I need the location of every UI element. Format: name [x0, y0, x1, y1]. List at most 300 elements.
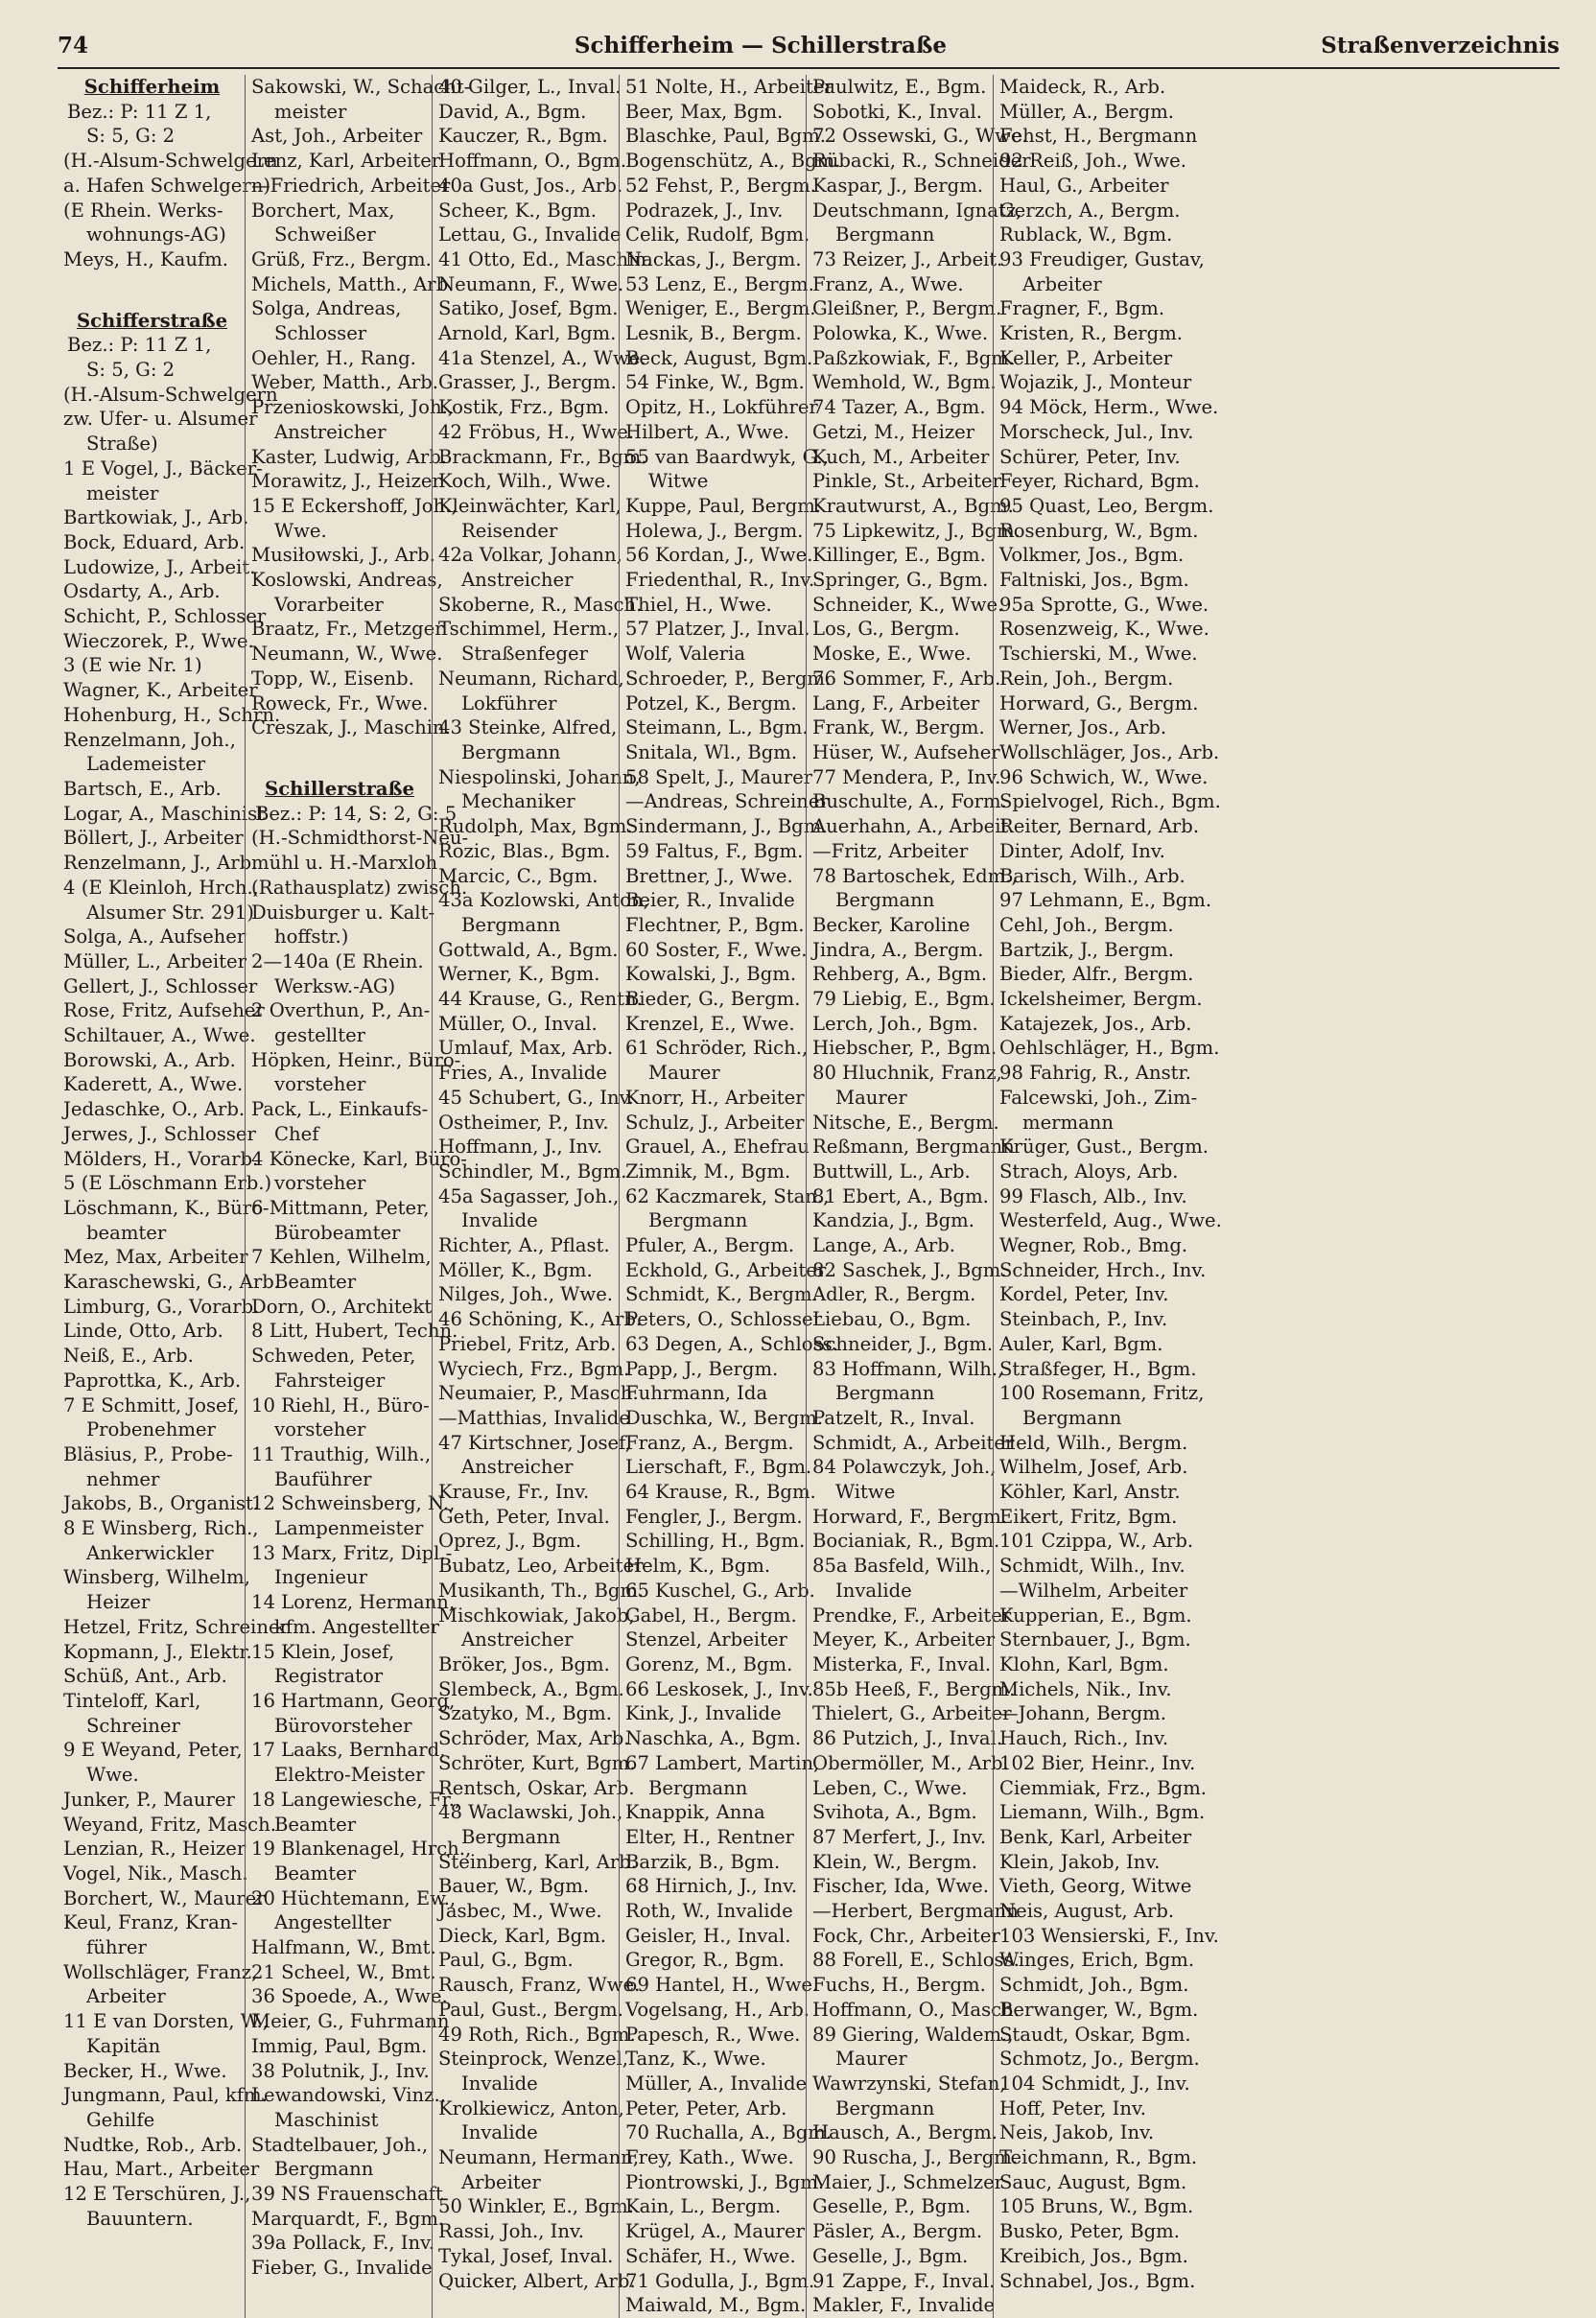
directory-entry: Kopmann, J., Elektr.: [63, 1640, 252, 1663]
directory-entry: Fragner, F., Bgm.: [999, 297, 1165, 320]
directory-entry: Schneider, K., Wwe.: [812, 593, 1004, 616]
directory-entry: Pfuler, A., Bergm.: [625, 1234, 795, 1257]
directory-entry: 72 Ossewski, G., Wwe.: [812, 125, 1028, 148]
directory-entry: Rehberg, A., Bgm.: [812, 963, 988, 986]
entry-continuation: Lademeister: [86, 753, 206, 776]
directory-entry: 42a Volkar, Johann,: [438, 544, 622, 567]
directory-entry: Marquardt, F., Bgm.: [251, 2207, 445, 2230]
directory-entry: Horward, G., Bergm.: [999, 691, 1199, 714]
entry-continuation: Ingenieur: [274, 1566, 367, 1589]
directory-entry: Hoffmann, O., Bgm.: [438, 150, 627, 173]
directory-entry: Hiebscher, P., Bgm.: [812, 1037, 998, 1060]
directory-entry: Franz, A., Wwe.: [812, 272, 964, 295]
directory-entry: 96 Schwich, W., Wwe.: [999, 765, 1209, 788]
directory-entry: Flechtner, P., Bgm.: [625, 913, 805, 936]
directory-entry: Müller, L., Arbeiter: [63, 949, 246, 972]
directory-entry: Schröder, Max, Arb.: [438, 1727, 630, 1750]
entry-continuation: Bergmann: [835, 889, 935, 912]
directory-entry: Moske, E., Wwe.: [812, 643, 972, 666]
entry-continuation: Wwe.: [86, 1764, 139, 1787]
directory-entry: Bubatz, Leo, Arbeiter: [438, 1555, 644, 1578]
directory-entry: Tschierski, M., Wwe.: [999, 643, 1198, 666]
directory-entry: Franz, A., Bergm.: [625, 1431, 794, 1454]
entry-continuation: hoffstr.): [274, 925, 349, 948]
directory-entry: Berwanger, W., Bgm.: [999, 1998, 1199, 2021]
entry-continuation: Anstreicher: [461, 1456, 574, 1479]
entry-continuation: Bauuntern.: [86, 2207, 194, 2230]
directory-entry: 88 Forell, E., Schloss.: [812, 1949, 1020, 1972]
directory-entry: Fieber, G., Invalide: [251, 2257, 433, 2280]
directory-entry: Beck, August, Bgm.: [625, 346, 813, 369]
directory-entry: Junker, P., Maurer: [63, 1788, 235, 1811]
directory-entry: Bieder, G., Bergm.: [625, 988, 801, 1011]
directory-entry: 48 Waclawski, Joh.,: [438, 1801, 623, 1824]
directory-entry: Fuhrmann, Ida: [625, 1382, 768, 1405]
directory-entry: Polowka, K., Wwe.: [812, 322, 989, 345]
directory-entry: Feyer, Richard, Bgm.: [999, 470, 1200, 493]
directory-entry: Elter, H., Rentner: [625, 1825, 794, 1848]
directory-entry: Mölders, H., Vorarb.: [63, 1147, 259, 1170]
directory-column-6: [993, 75, 1222, 2318]
directory-entry: Wollschläger, Franz,: [63, 1960, 258, 1983]
directory-entry: Falcewski, Joh., Zim-: [999, 1086, 1198, 1109]
entry-continuation: Chef: [274, 1122, 319, 1145]
directory-entry: 20 Hüchtemann, Ew.,: [251, 1886, 457, 1909]
directory-entry: Hausch, A., Bergm.: [812, 2121, 998, 2144]
directory-entry: Rentsch, Oskar, Arb.: [438, 1776, 635, 1799]
directory-entry: Wojazik, J., Monteur: [999, 371, 1192, 394]
directory-entry: Przenioskowski, Joh.,: [251, 396, 455, 419]
directory-entry: Braatz, Fr., Metzger: [251, 618, 444, 641]
directory-entry: Deutschmann, Ignatz,: [812, 199, 1022, 222]
directory-entry: 9 E Weyand, Peter,: [63, 1739, 243, 1762]
directory-entry: 65 Kuschel, G., Arb.: [625, 1579, 815, 1602]
directory-entry: Thiel, H., Wwe.: [625, 593, 772, 616]
entry-continuation: Angestellter: [274, 1911, 391, 1934]
directory-entry: Peters, O., Schlosser: [625, 1308, 822, 1331]
directory-entry: Rassi, Joh., Inv.: [438, 2220, 585, 2243]
directory-entry: Halfmann, W., Bmt.: [251, 1936, 436, 1959]
street-heading: Schifferstraße: [76, 309, 228, 332]
directory-entry: Müller, A., Invalide: [625, 2072, 808, 2095]
directory-entry: Immig, Paul, Bgm.: [251, 2034, 428, 2057]
directory-entry: Werner, K., Bgm.: [438, 963, 600, 986]
directory-entry: Fehst, H., Bergmann: [999, 125, 1198, 148]
directory-entry: Geselle, J., Bgm.: [812, 2244, 969, 2267]
directory-entry: Quicker, Albert, Arb.: [438, 2269, 636, 2292]
entry-continuation: Anstreicher: [274, 420, 387, 443]
directory-entry: 50 Winkler, E., Bgm.: [438, 2195, 634, 2218]
directory-entry: Schicht, P., Schlosser: [63, 605, 267, 628]
entry-continuation: Maurer: [835, 2048, 907, 2071]
directory-entry: 63 Degen, A., Schloss.: [625, 1332, 838, 1355]
directory-entry: 100 Rosemann, Fritz,: [999, 1382, 1205, 1405]
directory-entry: Hohenburg, H., Schrn.: [63, 703, 281, 726]
directory-entry: Musiłowski, J., Arb.: [251, 544, 435, 567]
directory-entry: Hetzel, Fritz, Schreiner: [63, 1615, 289, 1638]
directory-entry: Schweden, Peter,: [251, 1345, 416, 1368]
directory-entry: 99 Flasch, Alb., Inv.: [999, 1184, 1187, 1207]
directory-entry: Musikanth, Th., Bgm.: [438, 1579, 645, 1602]
directory-entry: Jungmann, Paul, kfm.: [63, 2084, 268, 2107]
directory-entry: Schmidt, Wilh., Inv.: [999, 1555, 1185, 1578]
directory-entry: Werner, Jos., Arb.: [999, 716, 1167, 739]
entry-continuation: Wwe.: [274, 519, 327, 542]
directory-entry: 91 Zappe, F., Inval.: [812, 2269, 996, 2292]
directory-entry: zw. Ufer- u. Alsumer: [63, 408, 258, 431]
directory-entry: 90 Ruscha, J., Bergm.: [812, 2146, 1019, 2169]
directory-entry: Bock, Eduard, Arb.: [63, 530, 246, 553]
directory-entry: Gorenz, M., Bgm.: [625, 1653, 793, 1675]
directory-entry: Maideck, R., Arb.: [999, 76, 1166, 98]
directory-entry: Helm, K., Bgm.: [625, 1555, 771, 1578]
directory-columns: [58, 75, 1560, 2318]
directory-entry: Celik, Rudolf, Bgm.: [625, 223, 810, 246]
directory-entry: Gerzch, A., Bergm.: [999, 199, 1181, 222]
directory-column-2: [245, 75, 472, 2318]
directory-entry: Schäfer, H., Wwe.: [625, 2244, 796, 2267]
directory-entry: Buschulte, A., Form.: [812, 790, 1007, 813]
directory-entry: Schneider, Hrch., Inv.: [999, 1258, 1207, 1281]
directory-entry: Bartkowiak, J., Arb.: [63, 506, 249, 529]
directory-entry: 105 Bruns, W., Bgm.: [999, 2195, 1194, 2218]
header-rule: [58, 67, 1560, 69]
directory-column-3: [432, 75, 653, 2318]
entry-continuation: Lampenmeister: [274, 1517, 424, 1540]
directory-entry: Schröter, Kurt, Bgm.: [438, 1751, 636, 1774]
directory-entry: Wagner, K., Arbeiter: [63, 679, 258, 702]
entry-continuation: Werksw.-AG): [274, 974, 396, 997]
entry-continuation: vorsteher: [274, 1172, 366, 1195]
directory-entry: 69 Hantel, H., Wwe.: [625, 1974, 819, 1997]
directory-entry: 18 Langewiesche, Fr.,: [251, 1788, 461, 1811]
entry-continuation: Beamter: [274, 1861, 357, 1885]
directory-entry: Szatyko, M., Bgm.: [438, 1702, 612, 1725]
directory-entry: Lesnik, B., Bergm.: [625, 322, 802, 345]
directory-entry: Mez, Max, Arbeiter: [63, 1246, 248, 1269]
directory-entry: 68 Hirnich, J., Inv.: [625, 1875, 798, 1898]
directory-entry: Müller, A., Bergm.: [999, 100, 1175, 123]
directory-entry: Meier, G., Fuhrmann: [251, 2010, 450, 2033]
directory-entry: 53 Lenz, E., Bergm.: [625, 272, 814, 295]
entry-continuation: Alsumer Str. 291): [86, 901, 254, 924]
entry-continuation: Bergmann: [835, 2096, 935, 2119]
directory-entry: 62 Kaczmarek, Stan.,: [625, 1184, 830, 1207]
directory-entry: Hoffmann, O., Masch.: [812, 1998, 1020, 2021]
directory-entry: Stadtelbauer, Joh.,: [251, 2133, 429, 2156]
directory-entry: mühl u. H.-Marxloh: [251, 852, 438, 875]
directory-entry: Kostik, Frz., Bgm.: [438, 396, 610, 419]
directory-entry: Liebau, O., Bgm.: [812, 1308, 972, 1331]
entry-continuation: Maschinist: [274, 2108, 379, 2131]
directory-entry: Kauczer, R., Bgm.: [438, 125, 608, 148]
directory-entry: Straßfeger, H., Bgm.: [999, 1357, 1197, 1380]
directory-entry: Gottwald, A., Bgm.: [438, 938, 619, 961]
directory-entry: Morawitz, J., Heizer: [251, 470, 441, 493]
page-header: [58, 33, 1560, 65]
directory-entry: 1 E Vogel, J., Bäcker-: [63, 457, 263, 480]
directory-entry: 92 Reiß, Joh., Wwe.: [999, 150, 1187, 173]
directory-entry: Grasser, J., Bergm.: [438, 371, 617, 394]
entry-continuation: Schlosser: [274, 322, 367, 345]
directory-entry: Bogenschütz, A., Bgm.: [625, 150, 841, 173]
directory-entry: Hoffmann, J., Inv.: [438, 1136, 603, 1159]
directory-entry: Brackmann, Fr., Bgm.: [438, 445, 647, 468]
spacer: [63, 272, 241, 290]
directory-entry: 76 Sommer, F., Arb.: [812, 667, 1001, 690]
directory-entry: Roth, W., Invalide: [625, 1900, 793, 1923]
directory-entry: Marcic, C., Bgm.: [438, 864, 598, 887]
directory-entry: Schnabel, Jos., Bgm.: [999, 2269, 1196, 2292]
directory-entry: 87 Merfert, J., Inv.: [812, 1825, 987, 1848]
directory-entry: Nilges, Joh., Wwe.: [438, 1283, 614, 1306]
directory-entry: 56 Kordan, J., Wwe.: [625, 544, 813, 567]
spacer: [251, 740, 428, 758]
directory-entry: Ast, Joh., Arbeiter: [251, 125, 423, 148]
directory-entry: Potzel, K., Bergm.: [625, 691, 797, 714]
directory-entry: Barzik, B., Bgm.: [625, 1850, 781, 1873]
directory-entry: Michels, Nik., Inv.: [999, 1677, 1172, 1700]
directory-entry: Löschmann, K., Büro-: [63, 1196, 270, 1219]
directory-entry: Klohn, Karl, Bgm.: [999, 1653, 1169, 1675]
entry-continuation: Bergmann: [835, 223, 935, 246]
street-heading: Schifferheim: [83, 76, 221, 98]
directory-entry: Bieder, Alfr., Bergm.: [999, 963, 1194, 986]
entry-continuation: gestellter: [274, 1024, 366, 1047]
directory-entry: Krüger, Gust., Bergm.: [999, 1136, 1209, 1159]
entry-continuation: Anstreicher: [461, 569, 574, 592]
directory-entry: Weniger, E., Bergm.: [625, 297, 816, 320]
directory-entry: Gabel, H., Bergm.: [625, 1604, 797, 1627]
directory-entry: Snitala, Wl., Bgm.: [625, 740, 798, 763]
directory-entry: Meyer, K., Arbeiter: [812, 1628, 996, 1651]
directory-entry: 59 Faltus, F., Bgm.: [625, 839, 804, 862]
directory-entry: Krenzel, E., Wwe.: [625, 1012, 795, 1035]
directory-entry: 38 Polutnik, J., Inv.: [251, 2059, 430, 2082]
directory-entry: Tanz, K., Wwe.: [625, 2048, 766, 2071]
directory-entry: (Rathausplatz) zwisch.: [251, 876, 468, 899]
directory-entry: (H.-Schmidthorst-Neu-: [251, 827, 469, 850]
directory-entry: Bartsch, E., Arb.: [63, 777, 222, 800]
directory-entry: 16 Hartmann, Georg,: [251, 1690, 456, 1712]
directory-entry: Springer, G., Bgm.: [812, 569, 989, 592]
directory-entry: Nackas, J., Bergm.: [625, 247, 802, 270]
directory-entry: Lerch, Joh., Bgm.: [812, 1012, 978, 1035]
directory-entry: Borchert, W., Maurer: [63, 1886, 266, 1909]
directory-entry: Meys, H., Kaufm.: [63, 247, 229, 270]
directory-entry: Steinbach, P., Inv.: [999, 1308, 1168, 1331]
directory-entry: 71 Godulla, J., Bgm.: [625, 2269, 815, 2292]
directory-entry: Jindra, A., Bergm.: [812, 938, 984, 961]
directory-entry: 21 Scheel, W., Bmt.: [251, 1960, 436, 1983]
directory-entry: Satiko, Josef, Bgm.: [438, 297, 619, 320]
directory-entry: 7 Kehlen, Wilhelm,: [251, 1246, 432, 1269]
directory-entry: 95 Quast, Leo, Bergm.: [999, 494, 1214, 517]
directory-entry: Los, G., Bergm.: [812, 618, 960, 641]
directory-entry: Osdarty, A., Arb.: [63, 580, 221, 603]
directory-entry: Schmotz, Jo., Bergm.: [999, 2048, 1200, 2071]
directory-entry: 55 van Baardwyk, G.,: [625, 445, 830, 468]
directory-entry: Cehl, Joh., Bergm.: [999, 913, 1174, 936]
page-number: 74: [58, 33, 89, 59]
directory-entry: Schulz, J., Arbeiter: [625, 1111, 805, 1134]
entry-continuation: Gehilfe: [86, 2108, 155, 2131]
directory-entry: 73 Reizer, J., Arbeit.: [812, 247, 1003, 270]
directory-entry: 85a Basfeld, Wilh.,: [812, 1555, 992, 1578]
directory-entry: Duschka, W., Bergm.: [625, 1406, 824, 1429]
directory-entry: Oprez, J., Bgm.: [438, 1530, 582, 1553]
directory-entry: 85b Heeß, F., Bergm.: [812, 1677, 1016, 1700]
directory-entry: Kupperian, E., Bgm.: [999, 1604, 1192, 1627]
entry-continuation: Bergmann: [1022, 1406, 1122, 1429]
entry-continuation: Kapitän: [86, 2034, 161, 2057]
entry-continuation: Probenehmer: [86, 1418, 216, 1441]
directory-entry: 40a Gust, Jos., Arb.: [438, 174, 623, 197]
directory-entry: Lange, A., Arb.: [812, 1234, 956, 1257]
directory-entry: Hilbert, A., Wwe.: [625, 420, 790, 443]
directory-entry: Rosenzweig, K., Wwe.: [999, 618, 1209, 641]
directory-entry: Neumann, F., Wwe.: [438, 272, 624, 295]
directory-entry: 2 Overthun, P., An-: [251, 999, 431, 1022]
directory-entry: Winges, Erich, Bgm.: [999, 1949, 1195, 1972]
directory-entry: 17 Laaks, Bernhard,: [251, 1739, 446, 1762]
directory-entry: 77 Mendera, P., Inv.: [812, 765, 1001, 788]
directory-entry: Hau, Mart., Arbeiter: [63, 2158, 260, 2181]
directory-entry: —Johann, Bergm.: [999, 1702, 1166, 1725]
directory-entry: Volkmer, Jos., Bgm.: [999, 544, 1185, 567]
directory-entry: Kristen, R., Bergm.: [999, 322, 1184, 345]
directory-entry: Fock, Chr., Arbeiter: [812, 1924, 1000, 1947]
directory-entry: Kreibich, Jos., Bgm.: [999, 2244, 1188, 2267]
directory-entry: Möller, K., Bgm.: [438, 1258, 593, 1281]
directory-entry: 45 Schubert, G., Inv.: [438, 1086, 634, 1109]
directory-entry: 3 (E wie Nr. 1): [63, 654, 202, 677]
directory-entry: Prendke, F., Arbeiter: [812, 1604, 1012, 1627]
directory-entry: 61 Schröder, Rich.,: [625, 1037, 809, 1060]
directory-entry: Steinprock, Wenzel,: [438, 2048, 628, 2071]
directory-entry: Tinteloff, Karl,: [63, 1690, 201, 1712]
directory-entry: Limburg, G., Vorarb.: [63, 1295, 260, 1318]
entry-continuation: Arbeiter: [86, 1985, 166, 2008]
directory-entry: Hüser, W., Aufseher: [812, 740, 1000, 763]
directory-entry: Sakowski, W., Schacht-: [251, 76, 471, 98]
directory-entry: Ickelsheimer, Bergm.: [999, 988, 1203, 1011]
directory-entry: (H.-Alsum-Schwelgern: [63, 383, 278, 406]
directory-entry: 97 Lehmann, E., Bgm.: [999, 889, 1212, 912]
directory-entry: Neumann, Hermann,: [438, 2146, 640, 2169]
directory-entry: Jakobs, B., Organist.: [63, 1492, 260, 1515]
directory-entry: Thielert, G., Arbeiter: [812, 1702, 1012, 1725]
directory-entry: Hoff, Peter, Inv.: [999, 2096, 1146, 2119]
directory-entry: Liemann, Wilh., Bgm.: [999, 1801, 1206, 1824]
entry-continuation: Invalide: [461, 2121, 538, 2144]
directory-entry: Frey, Kath., Wwe.: [625, 2146, 794, 2169]
directory-entry: Bartzik, J., Bergm.: [999, 938, 1174, 961]
directory-entry: 94 Möck, Herm., Wwe.: [999, 396, 1219, 419]
directory-entry: —Andreas, Schreiner: [625, 790, 829, 813]
directory-entry: Weyand, Fritz, Masch.: [63, 1813, 277, 1836]
directory-entry: Logar, A., Maschinist: [63, 802, 266, 825]
directory-entry: 39 NS Frauenschaft: [251, 2183, 443, 2206]
directory-entry: Ostheimer, P., Inv.: [438, 1111, 609, 1134]
directory-entry: Piontrowski, J., Bgm.: [625, 2170, 825, 2193]
directory-entry: Blaschke, Paul, Bgm.: [625, 125, 826, 148]
directory-entry: Lierschaft, F., Bgm.: [625, 1456, 812, 1479]
directory-entry: Koch, Wilh., Wwe.: [438, 470, 612, 493]
directory-entry: Krolkiewicz, Anton,: [438, 2096, 624, 2119]
directory-entry: Oehler, H., Rang.: [251, 346, 416, 369]
directory-entry: Wilhelm, Josef, Arb.: [999, 1456, 1188, 1479]
section-title: Straßenverzeichnis: [1321, 33, 1560, 59]
directory-entry: Beier, R., Invalide: [625, 889, 795, 912]
entry-continuation: Bergmann: [274, 2158, 374, 2181]
directory-entry: Richter, A., Pflast.: [438, 1234, 610, 1257]
directory-entry: 12 Schweinsberg, N.,: [251, 1492, 456, 1515]
directory-entry: Schürer, Peter, Inv.: [999, 445, 1181, 468]
directory-entry: Priebel, Fritz, Arb.: [438, 1332, 617, 1355]
entry-continuation: wohnungs-AG): [86, 223, 226, 246]
directory-entry: Stenzel, Arbeiter: [625, 1628, 787, 1651]
directory-entry: Wemhold, W., Bgm.: [812, 371, 997, 394]
directory-entry: —Fritz, Arbeiter: [812, 839, 969, 862]
directory-entry: Sauc, August, Bgm.: [999, 2170, 1187, 2193]
entry-continuation: Invalide: [461, 1209, 538, 1232]
directory-entry: Koslowski, Andreas,: [251, 569, 443, 592]
entry-continuation: Schweißer: [274, 223, 376, 246]
directory-entry: Hauch, Rich., Inv.: [999, 1727, 1169, 1750]
directory-entry: Knorr, H., Arbeiter: [625, 1086, 805, 1109]
directory-entry: 98 Fahrig, R., Anstr.: [999, 1062, 1191, 1085]
directory-entry: Scheer, K., Bgm.: [438, 199, 597, 222]
entry-continuation: Ankerwickler: [86, 1541, 214, 1564]
directory-entry: Geselle, P., Bgm.: [812, 2195, 972, 2218]
directory-entry: 104 Schmidt, J., Inv.: [999, 2072, 1190, 2095]
directory-entry: Held, Wilh., Bergm.: [999, 1431, 1188, 1454]
entry-continuation: Arbeiter: [1022, 272, 1102, 295]
directory-entry: Neis, Jakob, Inv.: [999, 2121, 1155, 2144]
directory-entry: 43a Kozlowski, Anton,: [438, 889, 649, 912]
directory-entry: Benk, Karl, Arbeiter: [999, 1825, 1192, 1848]
directory-entry: Rausch, Franz, Wwe.: [438, 1974, 641, 1997]
directory-entry: 4 Könecke, Karl, Büro-: [251, 1147, 467, 1170]
street-heading: Schillerstraße: [265, 777, 414, 800]
entry-continuation: Beamter: [274, 1271, 357, 1294]
directory-entry: Bläsius, P., Probe-: [63, 1442, 233, 1465]
directory-entry: Paßzkowiak, F., Bgm.: [812, 346, 1016, 369]
directory-entry: 101 Czippa, W., Arb.: [999, 1530, 1194, 1553]
directory-entry: 44 Krause, G., Rentn.: [438, 988, 643, 1011]
directory-entry: 2—140a (E Rhein.: [251, 949, 424, 972]
directory-entry: 81 Ebert, A., Bgm.: [812, 1184, 989, 1207]
directory-entry: Reiter, Bernard, Arb.: [999, 815, 1200, 838]
directory-entry: Keller, P., Arbeiter: [999, 346, 1173, 369]
directory-entry: Arnold, Karl, Bgm.: [438, 322, 617, 345]
directory-entry: Weber, Matth., Arb.: [251, 371, 439, 394]
directory-entry: —Matthias, Invalide: [438, 1406, 630, 1429]
directory-entry: Köhler, Karl, Anstr.: [999, 1481, 1181, 1504]
directory-entry: 64 Krause, R., Bgm.: [625, 1481, 816, 1504]
entry-continuation: Bürobeamter: [274, 1221, 401, 1244]
entry-continuation: Vorarbeiter: [274, 593, 384, 616]
directory-entry: Auler, Karl, Bgm.: [999, 1332, 1163, 1355]
directory-entry: Nudtke, Rob., Arb.: [63, 2133, 243, 2156]
directory-entry: 57 Platzer, J., Inval.: [625, 618, 810, 641]
directory-entry: 13 Marx, Fritz, Dipl.-: [251, 1541, 453, 1564]
directory-entry: 36 Spoede, A., Wwe.: [251, 1985, 448, 2008]
directory-entry: Topp, W., Eisenb.: [251, 667, 414, 690]
directory-entry: Creszak, J., Maschin.: [251, 716, 451, 739]
directory-entry: Umlauf, Max, Arb.: [438, 1037, 614, 1060]
